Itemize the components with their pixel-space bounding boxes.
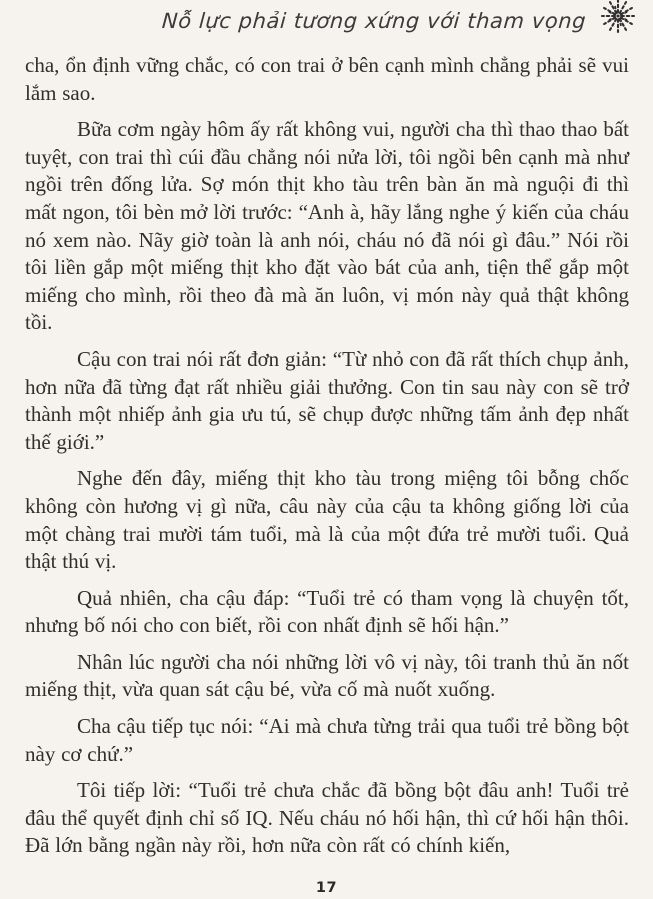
- page-number: 17: [315, 880, 338, 896]
- body-paragraph: Quả nhiên, cha cậu đáp: “Tuổi trẻ có tham vọng là chuyện tốt, nhưng bố nói cho con biết, rồi con nhất định sẽ hối hận.”: [25, 585, 629, 638]
- page-body: [25, 52, 629, 869]
- running-header-title: Nỗ lực phải tương xứng với tham vọng: [160, 9, 587, 33]
- body-paragraph: cha, ổn định vững chắc, có con trai ở bên cạnh mình chẳng phải sẽ vui lắm sao.: [25, 53, 629, 105]
- body-paragraph: Tôi tiếp lời: “Tuổi trẻ chưa chắc đã bồng bột đâu anh! Tuổi trẻ đâu thể quyết định chỉ số IQ. Nếu cháu nó hối hận, thì cứ hối hận thôi. Đã lớn bằng ngần này rồi, hơn nữa còn rất có chính kiến,: [25, 778, 629, 858]
- starburst-icon: [595, 0, 641, 37]
- body-paragraph: Bữa cơm ngày hôm ấy rất không vui, người cha thì thao thao bất tuyệt, con trai thì cúi đầu chẳng nói nửa lời, tôi ngồi bên cạnh mà như ngồi trên đống lửa. Sợ món thịt kho tàu trên bàn ăn mà nguội đi thì mất ngon, tôi bèn mở lời trước: “Anh à, hãy lắng nghe ý kiến của cháu nó xem nào. Nãy giờ toàn là anh nói, cháu nó đã nói gì đâu.” Nói rồi tôi liền gắp một miếng thịt kho đặt vào bát của anh, tiện thể gắp một miếng cho mình, rồi theo đà mà ăn luôn, vị món này quả thật không tồi.: [25, 117, 629, 335]
- page-footer: [0, 879, 653, 897]
- body-paragraph: Cậu con trai nói rất đơn giản: “Từ nhỏ con đã rất thích chụp ảnh, hơn nữa đã từng đạt rất nhiều giải thưởng. Con tin sau này con sẽ trở thành một nhiếp ảnh gia ưu tú, sẽ chụp được những tấm ảnh đẹp nhất thế giới.”: [25, 346, 629, 454]
- body-paragraph: Nghe đến đây, miếng thịt kho tàu trong miệng tôi bỗng chốc không còn hương vị gì nữa, câu này của cậu ta không giống lời của một chàng trai mười tám tuổi, mà là của một đứa trẻ mười tuổi. Quả thật thú vị.: [25, 466, 629, 574]
- page-header: [0, 0, 641, 42]
- body-paragraph: Cha cậu tiếp tục nói: “Ai mà chưa từng trải qua tuổi trẻ bồng bột này cơ chứ.”: [25, 714, 629, 766]
- body-paragraph: Nhân lúc người cha nói những lời vô vị này, tôi tranh thủ ăn nốt miếng thịt, vừa quan sát cậu bé, vừa cố mà nuốt xuống.: [25, 649, 629, 702]
